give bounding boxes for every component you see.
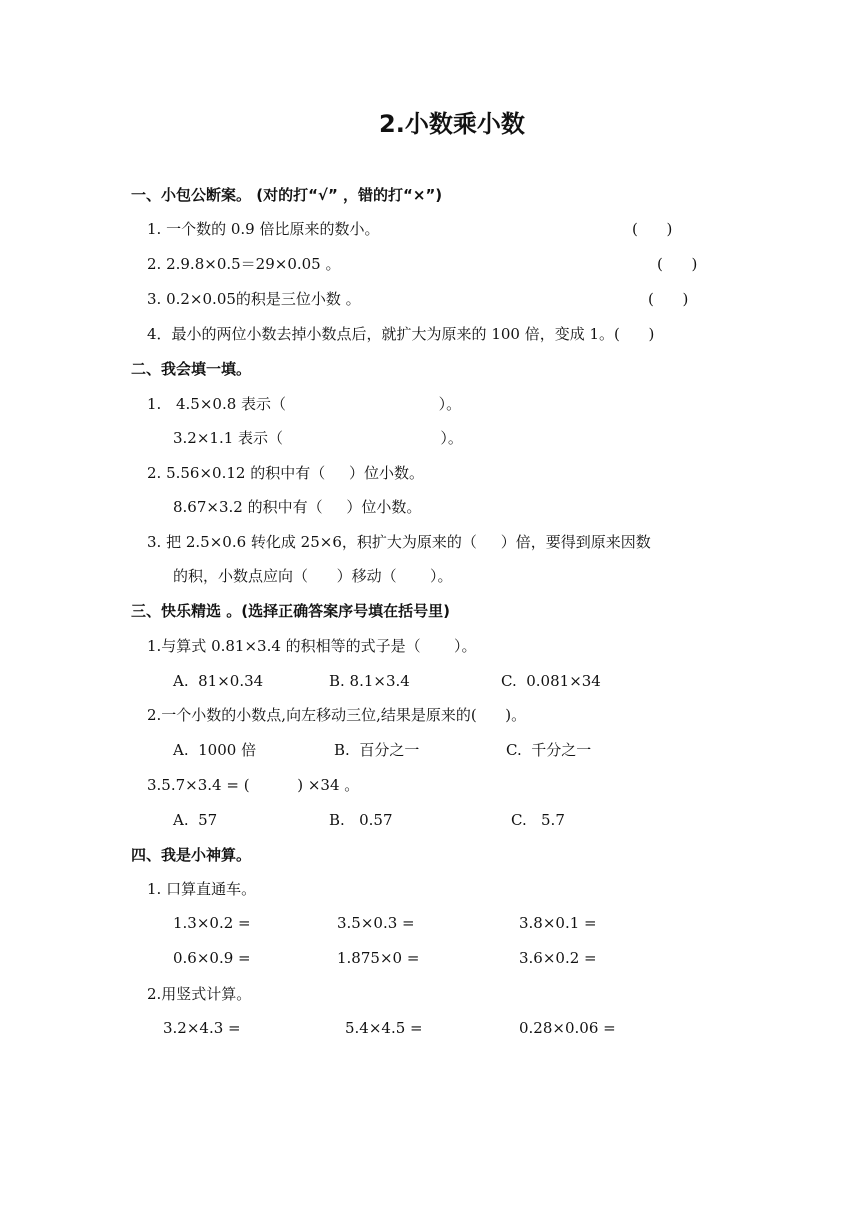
- answer-blank-1[interactable]: ( ): [632, 220, 673, 238]
- vertical-calc-title: 2.用竖式计算。: [147, 985, 252, 1003]
- choice-question-3: 3.5.7×3.4 = ( ) ×34 。: [147, 776, 360, 794]
- judge-question-2: 2. 2.9.8×0.5＝29×0.05 。: [147, 255, 341, 273]
- choice-2-option-c[interactable]: C. 千分之一: [506, 741, 592, 759]
- answer-blank-2[interactable]: ( ): [657, 255, 698, 273]
- choice-3-option-c[interactable]: C. 5.7: [511, 811, 565, 829]
- fill-question-2a: 2. 5.56×0.12 的积中有（ ）位小数。: [147, 464, 425, 482]
- choice-3-option-a[interactable]: A. 57: [173, 811, 218, 829]
- choice-question-2: 2.一个小数的小数点,向左移动三位,结果是原来的( )。: [147, 706, 527, 724]
- oral-calc-title: 1. 口算直通车。: [147, 880, 257, 898]
- page-title: 2.小数乘小数: [379, 110, 525, 138]
- oral-calc-item: 3.5×0.3 =: [337, 914, 415, 932]
- fill-question-1a: 4.5×0.8 表示（ ）。: [176, 395, 462, 413]
- choice-3-option-b[interactable]: B. 0.57: [329, 811, 393, 829]
- choice-1-option-a[interactable]: A. 81×0.34: [173, 672, 264, 690]
- oral-calc-item: 1.875×0 =: [337, 949, 420, 967]
- vertical-calc-item: 0.28×0.06 =: [519, 1019, 616, 1037]
- oral-calc-item: 3.8×0.1 =: [519, 914, 597, 932]
- vertical-calc-item: 3.2×4.3 =: [163, 1019, 241, 1037]
- choice-question-1: 1.与算式 0.81×3.4 的积相等的式子是（ ）。: [147, 637, 477, 655]
- section-heading-fill: 二、我会填一填。: [131, 360, 252, 378]
- section-heading-judge: 一、小包公断案。 (对的打“√” ，错的打“×”): [131, 186, 443, 204]
- fill-question-3a: 3. 把 2.5×0.6 转化成 25×6，积扩大为原来的（ ）倍，要得到原来因数: [147, 533, 651, 551]
- fill-question-number-1: 1.: [147, 395, 162, 413]
- oral-calc-item: 3.6×0.2 =: [519, 949, 597, 967]
- fill-question-2b: 8.67×3.2 的积中有（ ）位小数。: [173, 498, 422, 516]
- fill-question-1b: 3.2×1.1 表示（ ）。: [173, 429, 463, 447]
- fill-question-3b: 的积，小数点应向（ ）移动（ ）。: [173, 567, 453, 585]
- vertical-calc-item: 5.4×4.5 =: [345, 1019, 423, 1037]
- choice-2-option-a[interactable]: A. 1000 倍: [173, 741, 257, 759]
- choice-1-option-c[interactable]: C. 0.081×34: [501, 672, 601, 690]
- answer-blank-3[interactable]: ( ): [648, 290, 689, 308]
- judge-question-3: 3. 0.2×0.05的积是三位小数 。: [147, 290, 361, 308]
- oral-calc-item: 1.3×0.2 =: [173, 914, 251, 932]
- judge-question-1: 1. 一个数的 0.9 倍比原来的数小。: [147, 220, 380, 238]
- choice-1-option-b[interactable]: B. 8.1×3.4: [329, 672, 410, 690]
- oral-calc-item: 0.6×0.9 =: [173, 949, 251, 967]
- section-heading-choice: 三、快乐精选 。(选择正确答案序号填在括号里): [131, 602, 450, 620]
- choice-2-option-b[interactable]: B. 百分之一: [334, 741, 420, 759]
- section-heading-calc: 四、我是小神算。: [131, 846, 252, 864]
- judge-question-4: 4．最小的两位小数去掉小数点后，就扩大为原来的 100 倍，变成 1。( ): [147, 325, 655, 343]
